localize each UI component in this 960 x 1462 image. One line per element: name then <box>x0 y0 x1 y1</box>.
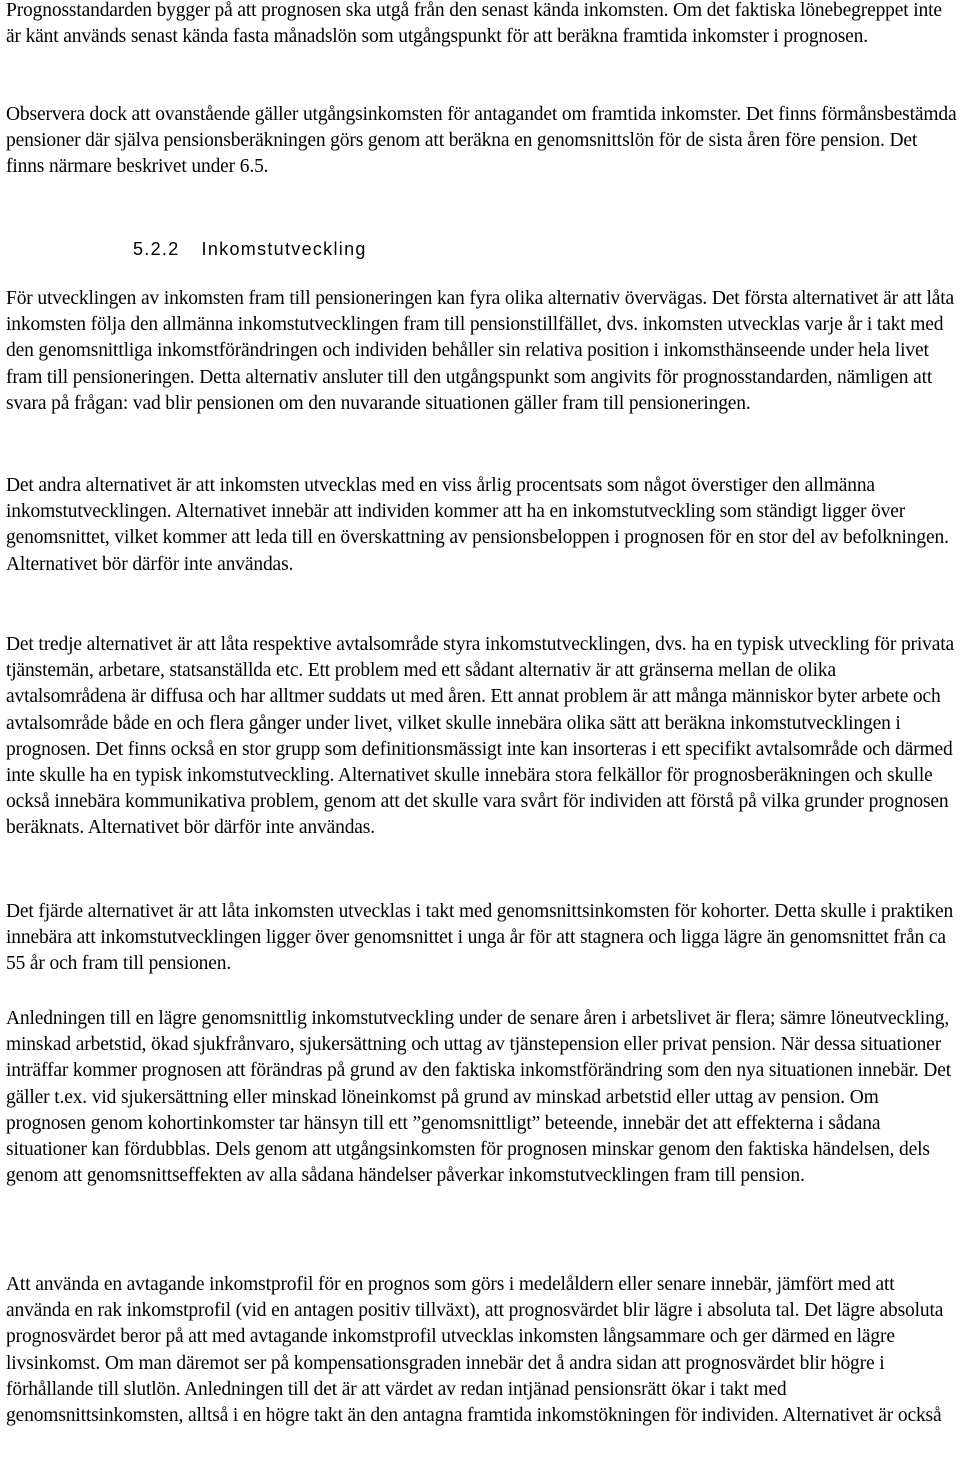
section-number: 5.2.2 <box>133 239 180 259</box>
section-heading <box>6 237 367 261</box>
paragraph-income-profile: Att använda en avtagande inkomstprofil för en prognos som görs i medelåldern eller senare innebär, jämfört med att använda en rak inkomstprofil (vid en antagen positiv tillväxt), att prognosvärdet blir lägre i absoluta tal. Det lägre absoluta prognosvärdet beror på att med avtagande inkomstprofil utvecklas inkomsten långsammare och ger därmed en lägre livsinkomst. Om man däremot ser på kompensationsgraden innebär det å andra sidan att prognosvärdet blir högre i förhållande till slutlön. Anledningen till det är att värdet av redan intjänad pensionsrätt ökar i takt med genomsnittsinkomsten, alltså i en högre takt än den antagna framtida inkomstökningen för individen. Alternativet är också <box>6 1274 944 1427</box>
paragraph-reasons: Anledningen till en lägre genomsnittlig inkomstutveckling under de senare åren i arbetslivet är flera; sämre löneutveckling, minskad arbetstid, ökad sjukfrånvaro, sjukersättning och uttag av tjänstepension eller privat pension. När dessa situationer inträffar kommer prognosen att förändras på grund av den faktiska inkomstförändring som den nya situationen innebär. Det gäller t.ex. vid sjukersättning eller minskad löneinkomst på grund av minskad arbetstid eller uttag av pension. Om prognosen genom kohortinkomster tar hänsyn till ett ”genomsnittligt” beteende, innebär det att effekterna i sådana situationer kan fördubblas. Dels genom att utgångsinkomsten för prognosen minskar genom den faktiska händelsen, dels genom att genomsnittseffekten av alla sådana händelser påverkar inkomstutvecklingen fram till pension. <box>6 1008 952 1187</box>
paragraph-intro: Prognosstandarden bygger på att prognosen ska utgå från den senast kända inkomsten. Om det faktiska lönebegreppet inte är känt används senast kända fasta månadslön som utgångspunkt för att beräkna framtida inkomster i prognosen. <box>6 0 942 48</box>
paragraph-fourth-alternative: Det fjärde alternativet är att låta inkomsten utvecklas i takt med genomsnittsinkomsten för kohorter. Detta skulle i praktiken innebära att inkomstutvecklingen ligger över genomsnittet i unga år för att stagnera och ligga lägre än genomsnittet från ca 55 år och fram till pensionen. <box>6 901 954 975</box>
section-title: Inkomstutveckling <box>201 239 367 259</box>
paragraph-alternatives-intro: För utvecklingen av inkomsten fram till pensioneringen kan fyra olika alternativ övervägas. Det första alternativet är att låta inkomsten följa den allmänna inkomstutvecklingen fram till pensionstillfället, dvs. inkomsten utvecklas varje år i takt med den genomsnittliga inkomstförändringen och individen behåller sin relativa position i inkomsthänseende under hela livet fram till pensioneringen. Detta alternativ ansluter till den utgångspunkt som angivits för prognosstandarden, nämligen att svara på frågan: vad blir pensionen om den nuvarande situationen gäller fram till pensioneringen. <box>6 288 955 414</box>
paragraph-third-alternative: Det tredje alternativet är att låta respektive avtalsområde styra inkomstutvecklingen, dvs. ha en typisk utveckling för privata tjänstemän, arbetare, statsanställda etc. Ett problem med ett sådant alternativ är att gränserna mellan de olika avtalsområdena är diffusa och har alltmer suddats ut med åren. Ett annat problem är att många människor byter arbete och avtalsområde både en och flera gånger under livet, vilket skulle innebära olika sätt att beräkna inkomstutvecklingen i prognosen. Det finns också en stor grupp som definitionsmässigt inte kan insorteras i ett specifikt avtalsområde och därmed inte skulle ha en typisk inkomstutveckling. Alternativet skulle innebära stora felkällor för prognosberäkningen och skulle också innebära kommunikativa problem, genom att det skulle vara svårt för individen att förstå på vilka grunder prognosen beräknats. Alternativet bör därför inte användas. <box>6 634 955 839</box>
paragraph-observera: Observera dock att ovanstående gäller utgångsinkomsten för antagandet om framtida inkomster. Det finns förmånsbestämda pensioner där själva pensionsberäkningen görs genom att beräkna en genomsnittslön för de sista åren före pension. Det finns närmare beskrivet under 6.5. <box>6 104 957 178</box>
paragraph-second-alternative: Det andra alternativet är att inkomsten utvecklas med en viss årlig procentsats som något överstiger den allmänna inkomstutvecklingen. Alternativet innebär att individen kommer att ha en inkomstutveckling som ständigt ligger över genomsnittet, vilket kommer att leda till en överskattning av pensionsbeloppen i prognosen för en stor del av befolkningen. Alternativet bör därför inte användas. <box>6 475 949 575</box>
